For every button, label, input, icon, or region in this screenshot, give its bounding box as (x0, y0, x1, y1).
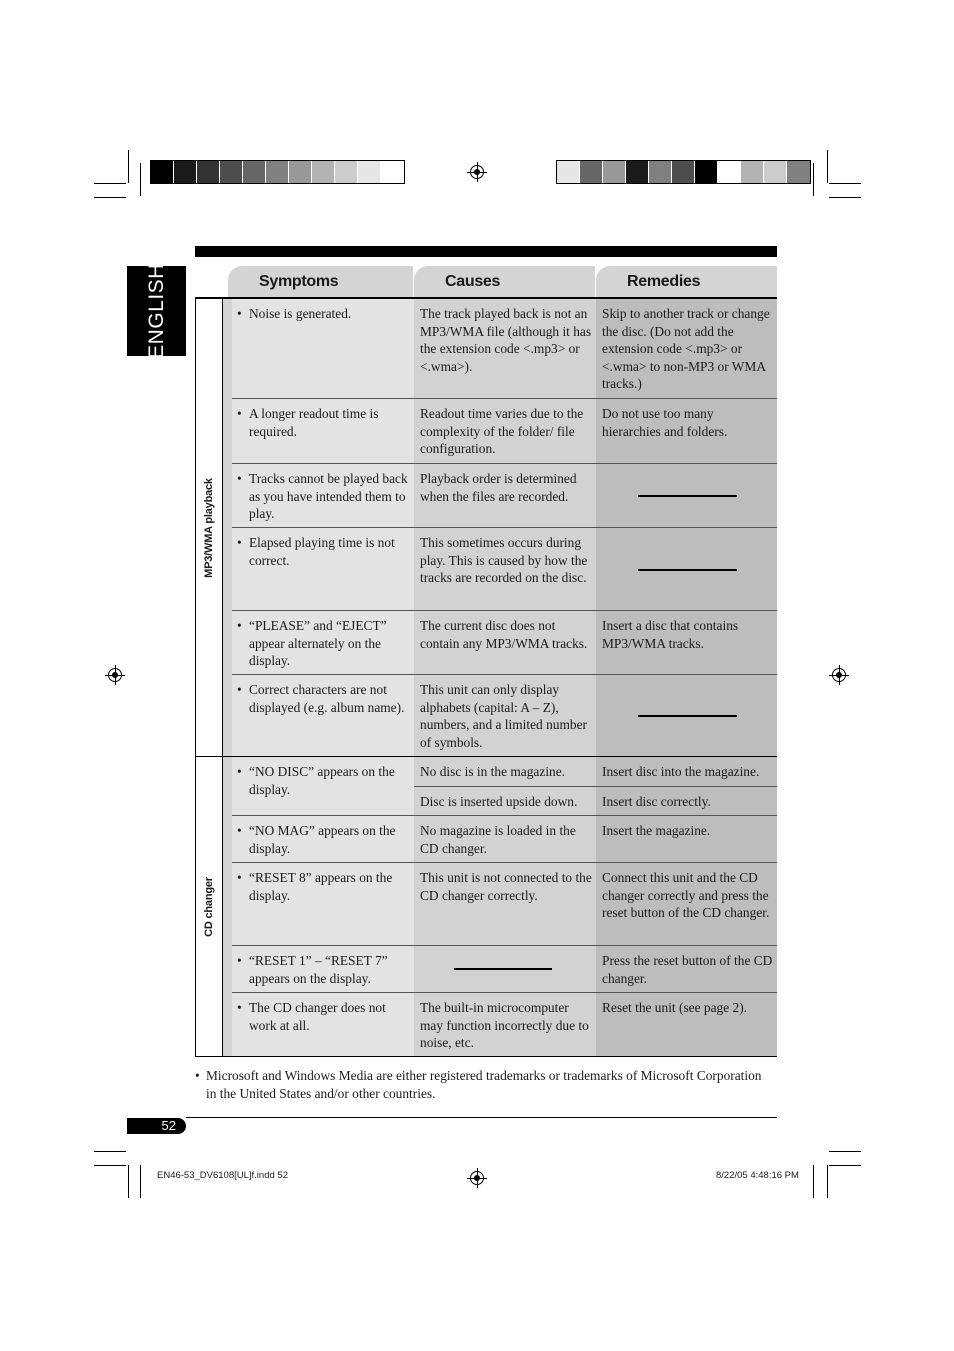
section-label: MP3/WMA playback (203, 477, 215, 578)
section-mp3-wma (195, 298, 223, 757)
cause-cell (414, 946, 596, 993)
registration-mark-icon (470, 1171, 484, 1185)
cause-cell: This unit can only display alphabets (capital: A – Z), numbers, and a limited number of symbols. (414, 675, 596, 756)
section-label: CD changer (203, 876, 215, 937)
language-label: ENGLISH (144, 263, 168, 359)
page-rule (186, 1117, 777, 1118)
trademark-note: • Microsoft and Windows Media are either registered trademarks or trademarks of Microsoft Corporation in the United States and/or other countries. (195, 1068, 762, 1101)
file-slug: EN46-53_DV6108[UL]f.indd 52 (157, 1170, 288, 1181)
timestamp-slug: 8/22/05 4:48:16 PM (716, 1170, 799, 1181)
cause-cell: This sometimes occurs during play. This is caused by how the tracks are recorded on the disc. (414, 528, 596, 610)
registration-mark-icon (832, 668, 846, 682)
table-row: • “NO DISC” appears on the display. (232, 757, 414, 815)
cause-cell: No disc is in the magazine. (414, 757, 596, 786)
remedy-cell: Insert the magazine. (596, 816, 777, 863)
remedy-cell: Insert a disc that contains MP3/WMA tracks. (596, 611, 777, 675)
cause-cell: No magazine is loaded in the CD changer. (414, 816, 596, 863)
page-number: 52 (127, 1118, 186, 1134)
cause-cell: The track played back is not an MP3/WMA file (although it has the extension code <.mp3> or <.wma>). (414, 299, 596, 398)
table-row: • “NO MAG” appears on the display. (232, 816, 414, 863)
remedy-cell: Insert disc correctly. (596, 787, 777, 815)
header-symptoms: Symptoms (228, 266, 413, 298)
table-gutter (223, 299, 232, 1056)
remedy-cell: Skip to another track or change the disc. (Do not add the extension code <.mp3> or <.wma> to non-MP3 or WMA tracks.) (596, 299, 777, 398)
cause-cell: Readout time varies due to the complexity of the folder/ file configuration. (414, 399, 596, 463)
table-row: • “PLEASE” and “EJECT” appear alternately on the display. (232, 611, 414, 675)
remedy-cell: Insert disc into the magazine. (596, 757, 777, 786)
language-tab (127, 263, 186, 359)
color-bar-left (150, 160, 405, 184)
table-row: • “RESET 8” appears on the display. (232, 863, 414, 945)
no-remedy-dash (638, 495, 737, 497)
table-row: • Tracks cannot be played back as you have intended them to play. (232, 464, 414, 528)
registration-mark-icon (108, 668, 122, 682)
no-cause-dash (454, 968, 552, 970)
table-row: • Noise is generated. (232, 299, 414, 398)
section-cd-changer (195, 756, 223, 1057)
cause-cell: This unit is not connected to the CD changer correctly. (414, 863, 596, 945)
remedy-cell: Reset the unit (see page 2). (596, 993, 777, 1056)
cause-cell: Playback order is determined when the files are recorded. (414, 464, 596, 528)
cause-cell: Disc is inserted upside down. (414, 787, 596, 815)
cause-cell: The built-in microcomputer may function incorrectly due to noise, etc. (414, 993, 596, 1056)
header-remedies: Remedies (596, 266, 777, 298)
table-row: • Elapsed playing time is not correct. (232, 528, 414, 610)
table-row: • The CD changer does not work at all. (232, 993, 414, 1056)
header-causes: Causes (414, 266, 595, 298)
remedy-cell: Do not use too many hierarchies and folders. (596, 399, 777, 463)
top-band (195, 246, 777, 257)
table-row: • A longer readout time is required. (232, 399, 414, 463)
color-bar-right (556, 160, 811, 184)
remedy-cell: Press the reset button of the CD changer. (596, 946, 777, 993)
no-remedy-dash (638, 569, 737, 571)
table-row: • “RESET 1” – “RESET 7” appears on the display. (232, 946, 414, 993)
registration-mark-icon (470, 165, 484, 179)
no-remedy-dash (638, 715, 737, 717)
remedy-cell: Connect this unit and the CD changer correctly and press the reset button of the CD changer. (596, 863, 777, 945)
table-row: • Correct characters are not displayed (e.g. album name). (232, 675, 414, 756)
cause-cell: The current disc does not contain any MP3/WMA tracks. (414, 611, 596, 675)
